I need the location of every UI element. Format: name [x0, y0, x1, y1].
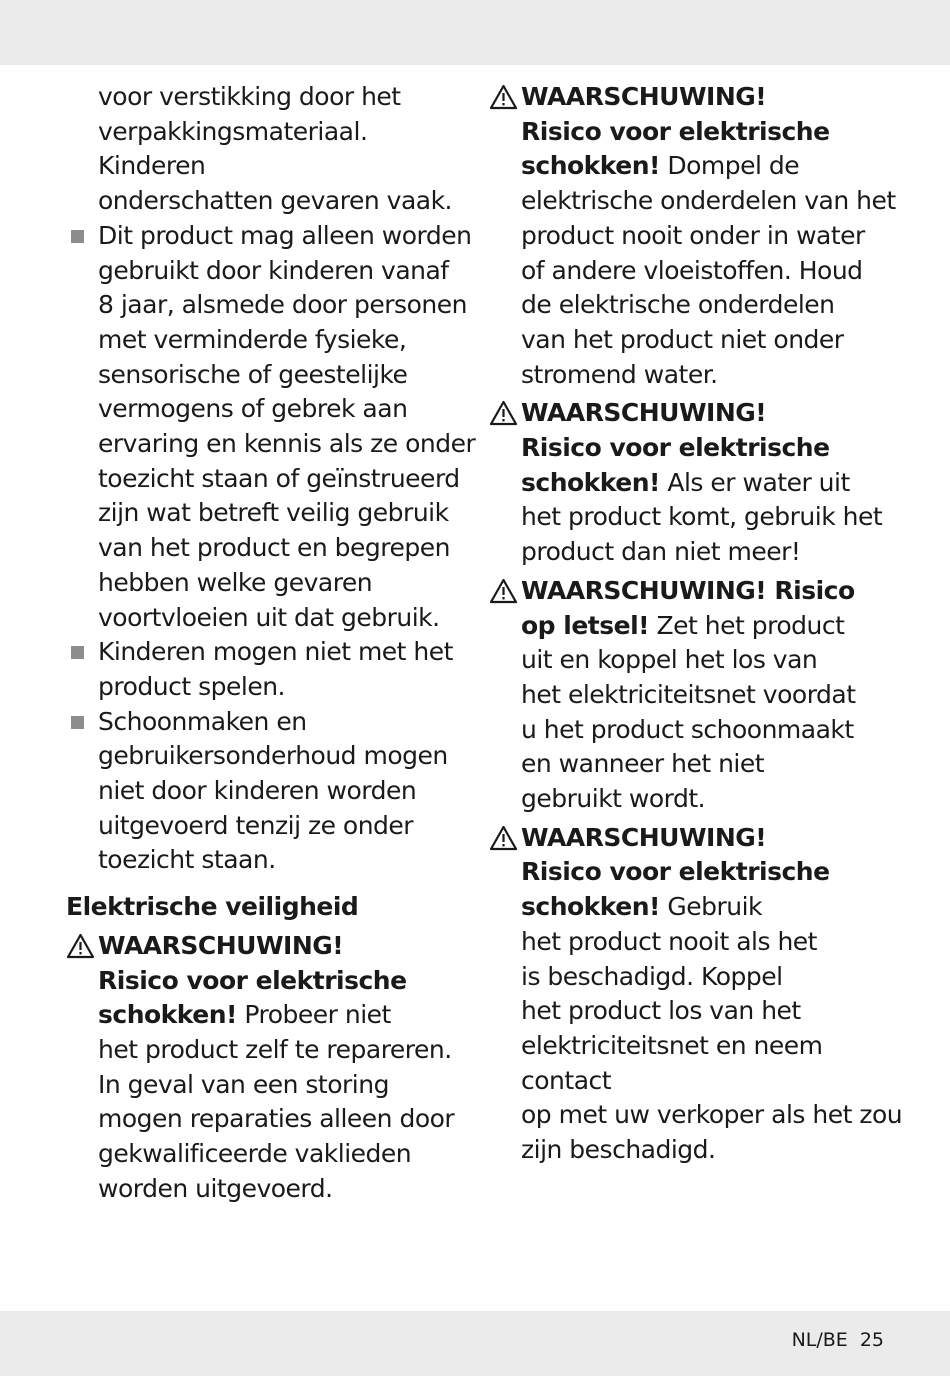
warning-block: [489, 80, 909, 392]
warning-block: [66, 929, 476, 1207]
warning-triangle-icon: [66, 933, 95, 959]
text-line: 8 jaar, alsmede door personen: [98, 290, 467, 320]
text-line: uitgevoerd tenzij ze onder: [98, 810, 414, 840]
text-line: het product los van het: [521, 996, 801, 1026]
text-line: zijn beschadigd.: [521, 1135, 716, 1165]
warning-block: [489, 574, 909, 817]
text-line: gebruikt wordt.: [521, 784, 706, 814]
text-line: ervaring en kennis als ze onder: [98, 429, 476, 459]
text-line: Probeer niet: [236, 1000, 391, 1030]
text-line: product spelen.: [98, 671, 285, 701]
bullet-item: [66, 219, 476, 635]
text-line: het product zelf te repareren.: [98, 1034, 452, 1064]
bullet-item: [66, 635, 476, 704]
warning-subtitle: Risico voor elektrische: [521, 433, 830, 463]
text-line: u het product schoonmaakt: [521, 714, 854, 744]
warning-block: [489, 396, 909, 570]
warning-triangle-icon: [489, 825, 518, 851]
text-line: voortvloeien uit dat gebruik.: [98, 602, 440, 632]
warning-triangle-icon: [489, 578, 518, 604]
text-line: sensorische of geestelijke: [98, 359, 408, 389]
warning-emphasis: schokken!: [98, 1000, 237, 1030]
text-line: Dompel de: [659, 151, 800, 181]
text-line: van het product en begrepen: [98, 533, 450, 563]
warning-emphasis: op letsel!: [521, 610, 650, 640]
text-line: of andere vloeistoffen. Houd: [521, 255, 863, 285]
text-line: de elektrische onderdelen: [521, 290, 835, 320]
top-band: [0, 0, 950, 65]
left-column: [66, 80, 476, 1207]
text-line: Gebruik: [659, 892, 763, 922]
text-line: gebruikersonderhoud mogen: [98, 741, 448, 771]
text-line: mogen reparaties alleen door: [98, 1104, 455, 1134]
text-line: worden uitgevoerd.: [98, 1173, 333, 1203]
text-line: verpakkingsmateriaal. Kinderen: [98, 116, 368, 181]
text-line: het product nooit als het: [521, 926, 817, 956]
text-line: niet door kinderen worden: [98, 776, 417, 806]
text-line: op met uw verkoper als het zou: [521, 1100, 903, 1130]
text-line: toezicht staan.: [98, 845, 276, 875]
text-line: gekwalificeerde vaklieden: [98, 1139, 412, 1169]
warning-block: [489, 821, 909, 1168]
text-line: In geval van een storing: [98, 1069, 389, 1099]
warning-emphasis: schokken!: [521, 467, 660, 497]
text-line: elektriciteitsnet en neem contact: [521, 1030, 823, 1095]
square-bullet-icon: [71, 230, 84, 243]
warning-title: WAARSCHUWING!: [98, 930, 344, 960]
text-line: Dit product mag alleen worden: [98, 220, 472, 250]
warning-subtitle: Risico voor elektrische: [521, 116, 830, 146]
warning-title: WAARSCHUWING!: [521, 82, 767, 111]
page-footer: [792, 1329, 884, 1351]
text-line: Kinderen mogen niet met het: [98, 637, 453, 667]
continuation-text: [66, 80, 476, 219]
text-line: uit en koppel het los van: [521, 645, 818, 675]
warning-title: WAARSCHUWING!: [521, 822, 767, 852]
text-line: Schoonmaken en: [98, 706, 307, 736]
text-line: product nooit onder in water: [521, 220, 865, 250]
text-line: onderschatten gevaren vaak.: [98, 186, 453, 216]
text-line: voor verstikking door het: [98, 82, 401, 111]
warning-subtitle: Risico voor elektrische: [521, 857, 830, 887]
warning-emphasis: schokken!: [521, 892, 660, 922]
warning-triangle-icon: [489, 84, 518, 110]
text-line: en wanneer het niet: [521, 749, 765, 779]
text-line: hebben welke gevaren: [98, 567, 373, 597]
warning-triangle-icon: [489, 400, 518, 426]
warning-emphasis: schokken!: [521, 151, 660, 181]
text-line: stromend water.: [521, 359, 718, 389]
text-line: het elektriciteitsnet voordat: [521, 679, 856, 709]
warning-title: WAARSCHUWING! Risico: [521, 575, 855, 605]
section-heading: Elektrische veiligheid: [66, 892, 359, 922]
square-bullet-icon: [71, 646, 84, 659]
text-line: met verminderde fysieke,: [98, 324, 407, 354]
footer-language: NL/BE: [791, 1329, 848, 1351]
text-line: is beschadigd. Koppel: [521, 961, 783, 991]
text-line: vermogens of gebrek aan: [98, 394, 408, 424]
square-bullet-icon: [71, 716, 84, 729]
text-line: het product komt, gebruik het: [521, 502, 883, 532]
warning-subtitle: Risico voor elektrische: [98, 965, 407, 995]
text-line: toezicht staan of geïnstrueerd: [98, 463, 460, 493]
bullet-item: [66, 705, 476, 879]
page-number: 25: [859, 1329, 884, 1351]
text-line: Als er water uit: [659, 467, 850, 497]
text-line: van het product niet onder: [521, 324, 844, 354]
text-line: gebruikt door kinderen vanaf: [98, 255, 449, 285]
text-line: zijn wat betreft veilig gebruik: [98, 498, 449, 528]
text-line: product dan niet meer!: [521, 537, 801, 567]
right-column: [489, 80, 909, 1168]
text-line: elektrische onderdelen van het: [521, 186, 896, 216]
warning-title: WAARSCHUWING!: [521, 398, 767, 428]
text-line: Zet het product: [649, 610, 845, 640]
